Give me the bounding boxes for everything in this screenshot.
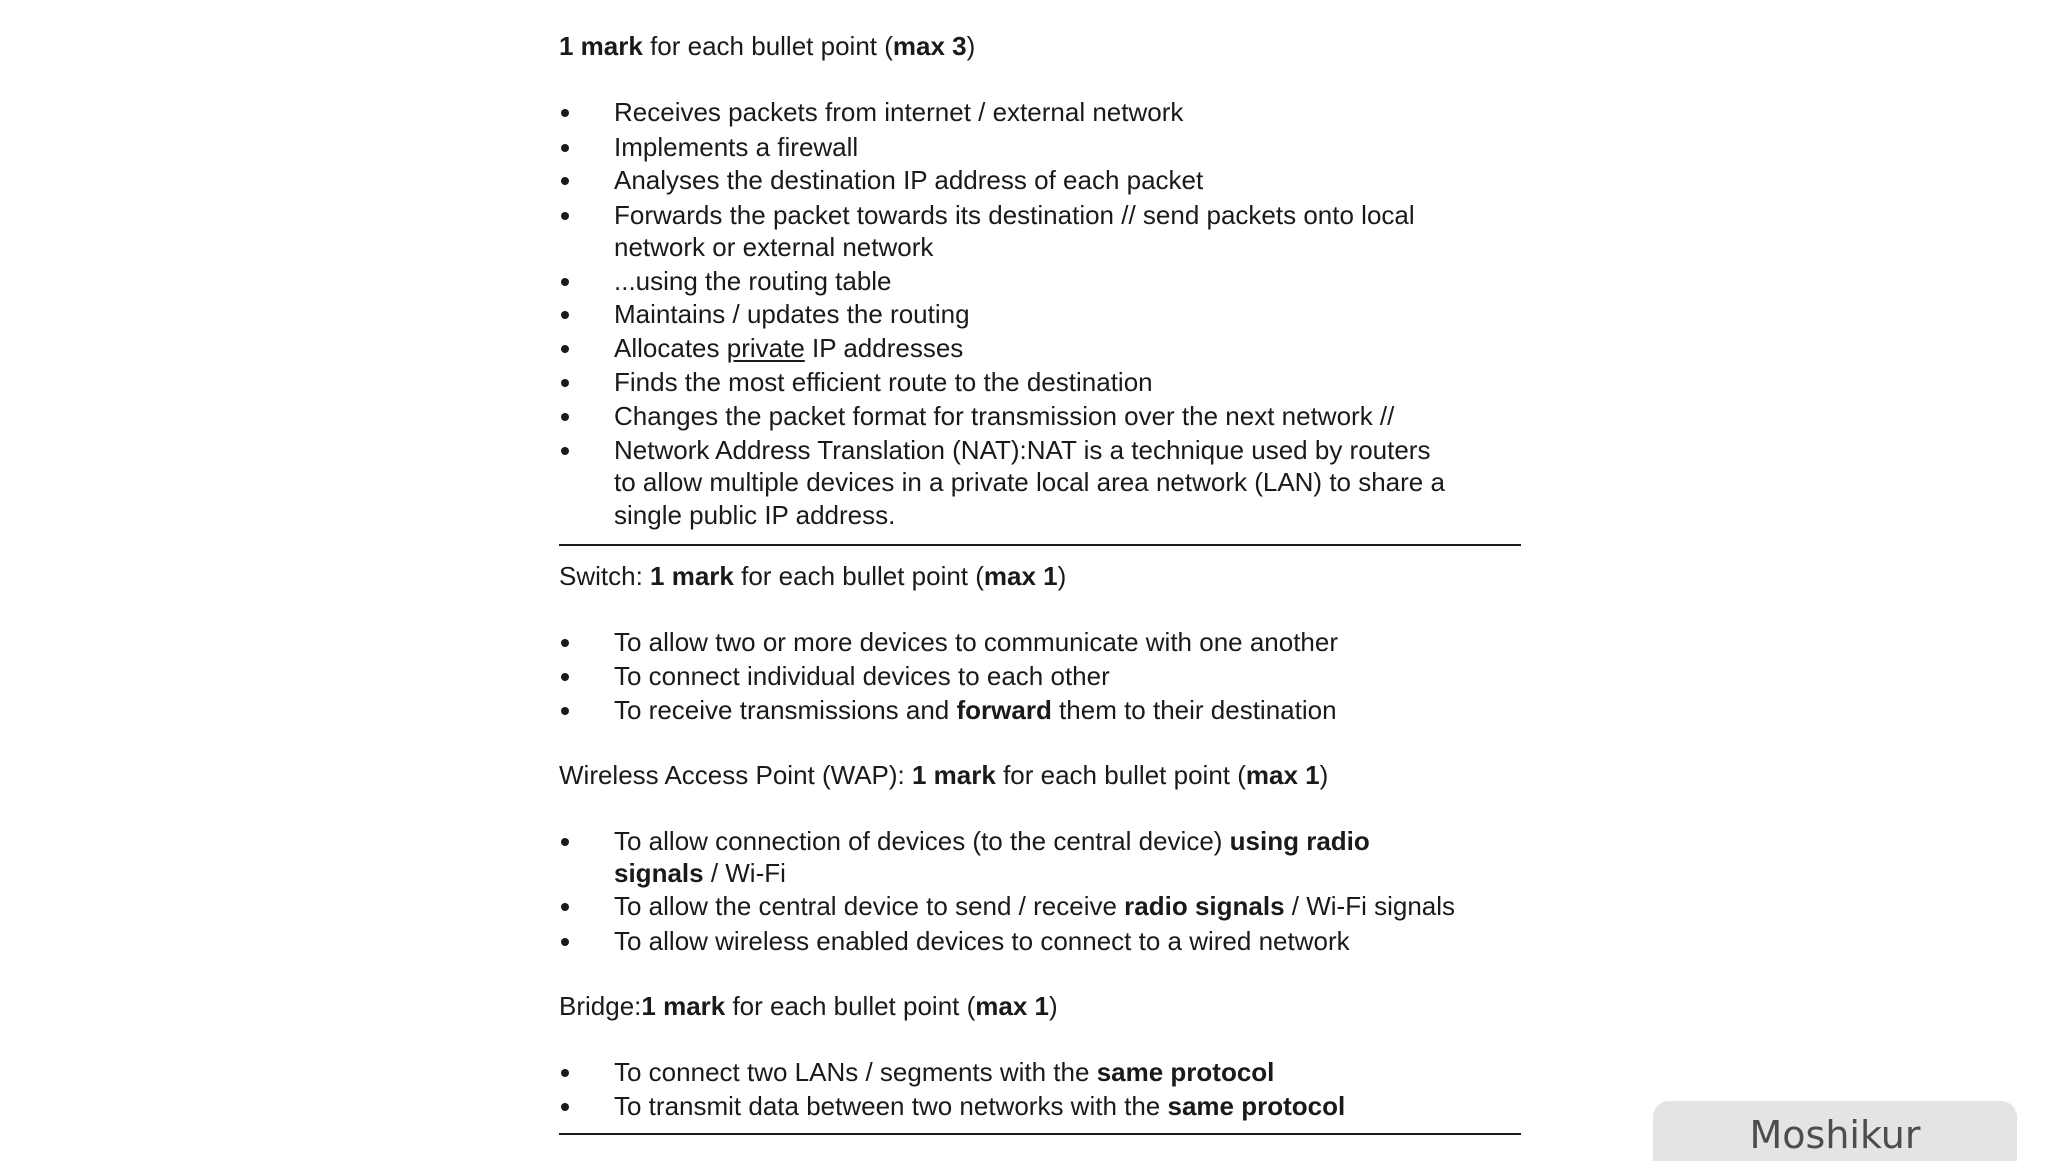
section-divider (559, 544, 1521, 546)
section-divider (559, 1133, 1521, 1135)
watermark-badge: Moshikur (1653, 1101, 2017, 1161)
switch-mark-heading: Switch: 1 mark for each bullet point (max 1) (559, 561, 1067, 591)
underlined-word: private (726, 333, 805, 363)
bridge-mark-heading: Bridge:1 mark for each bullet point (max 1) (559, 991, 1058, 1021)
mark-scheme-page: 1 mark for each bullet point (max 3) Receives packets from internet / external network Implements a firewall Analyses the destination IP address of each packet Forwards the packet towards its destination // send packets onto local network or external network ...using the routing table Maintains / updates the routing Allocates private IP addresses Finds the most efficient route to the destination Changes the packet format for transmission over the next network // Network Address Translation (NAT):NAT is a technique used by routers to allow multiple devices in a private local area network (LAN) to share a single public IP address. Switch: 1 mark for each bullet point (max 1) To allow two or more devices to communicate with one another To connect individual devices to each other To receive transmissions and forward them to their destination Wireless Access Point (WAP): 1 mark for each bullet point (max 1) To allow connection of devices (to the central device) using radio signals / Wi-Fi To allow the central device to send / receive radio signals / Wi-Fi signals To allow wireless enabled devices to connect to a wired network Bridge:1 mark for each bullet point (max 1) To connect two LANs / segments with the same protocol To transmit data between two networks with the same protocol (0, 0, 2048, 1152)
wap-mark-heading: Wireless Access Point (WAP): 1 mark for each bullet point (max 1) (559, 760, 1329, 790)
router-mark-heading: 1 mark for each bullet point (max 3) (559, 31, 976, 61)
